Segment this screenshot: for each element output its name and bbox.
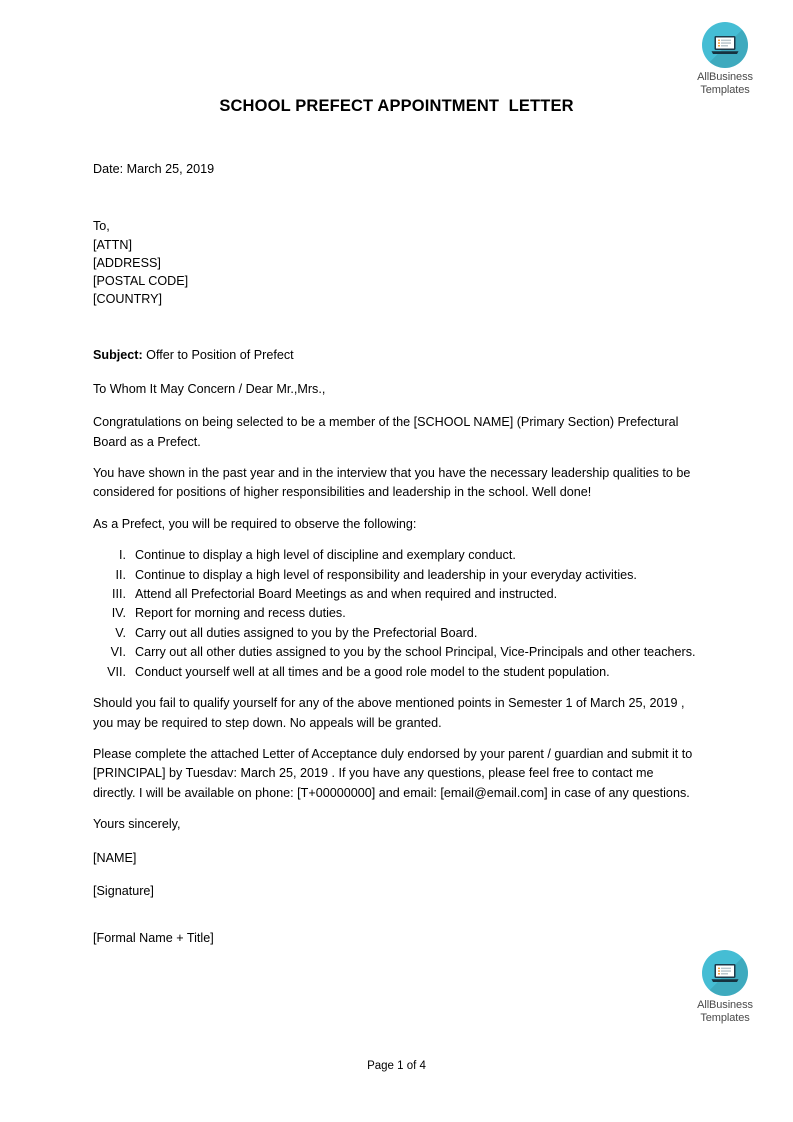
paragraph-congratulations: Congratulations on being selected to be a member of the [SCHOOL NAME] (Primary Section) Prefectural Board as a Prefect. xyxy=(93,415,679,449)
subject-line xyxy=(93,346,699,365)
duty-item xyxy=(93,624,699,643)
spacer xyxy=(93,835,699,849)
duty-marker: V. xyxy=(115,625,126,640)
duty-item xyxy=(93,604,699,623)
spacer xyxy=(93,308,699,346)
brand-logo-header xyxy=(679,22,771,96)
duty-marker: II. xyxy=(115,567,126,582)
closing-formal-name-title: [Formal Name + Title] xyxy=(93,931,214,946)
spacer xyxy=(93,803,699,815)
closing-sign-off: Yours sincerely, xyxy=(93,817,181,832)
duty-text: Conduct yourself well at all times and be a good role model to the student population. xyxy=(135,664,610,679)
duty-text: Report for morning and recess duties. xyxy=(135,606,346,621)
duty-text: Carry out all other duties assigned to you by the school Principal, Vice-Principals and other teachers. xyxy=(135,645,696,660)
duties-list xyxy=(93,546,699,682)
subject-text: Offer to Position of Prefect xyxy=(142,348,294,363)
brand-line-2: Templates xyxy=(700,1011,750,1024)
recipient-country: [COUNTRY] xyxy=(93,292,163,307)
closing-signature: [Signature] xyxy=(93,883,154,898)
recipient-postal-code: [POSTAL CODE] xyxy=(93,274,189,289)
spacer xyxy=(93,503,699,515)
recipient-block xyxy=(93,217,699,308)
paragraph-acceptance: Please complete the attached Letter of Acceptance duly endorsed by your parent / guardian and submit it to [PRINCIPAL] by Tuesdav: March 25, 2019 . If you have any questions, please feel free to contact me directly. I will be available on phone: [T+00000000] and email: [email@email.com] in case of any questions. xyxy=(93,746,693,800)
page-title: SCHOOL PREFECT APPOINTMENT LETTER xyxy=(219,97,574,115)
duty-item xyxy=(93,566,699,585)
recipient-to: To, xyxy=(93,219,110,234)
duty-item xyxy=(93,643,699,662)
brand-line-1: AllBusiness xyxy=(697,71,753,83)
brand-logo-text xyxy=(679,999,771,1024)
spacer xyxy=(93,179,699,217)
duty-text: Continue to display a high level of responsibility and leadership in your everyday activities. xyxy=(135,567,637,582)
brand-line-2: Templates xyxy=(700,83,750,96)
letter-body xyxy=(93,160,699,949)
duty-text: Carry out all duties assigned to you by the Prefectorial Board. xyxy=(135,625,478,640)
duty-marker: VI. xyxy=(110,645,126,660)
paragraph-qualities: You have shown in the past year and in the interview that you have the necessary leadership qualities to be considered for positions of higher responsibilities and leadership in the school. Well done! xyxy=(93,466,691,500)
spacer xyxy=(93,366,699,380)
closing-name: [NAME] xyxy=(93,850,137,865)
duty-marker: VII. xyxy=(107,664,126,679)
spacer xyxy=(93,868,699,882)
duty-item xyxy=(93,585,699,604)
spacer xyxy=(93,534,699,546)
recipient-attn: [ATTN] xyxy=(93,237,132,252)
spacer xyxy=(93,682,699,694)
duty-item xyxy=(93,546,699,565)
spacer xyxy=(93,733,699,745)
spacer xyxy=(93,901,699,929)
spacer xyxy=(93,399,699,413)
duty-text: Continue to display a high level of discipline and exemplary conduct. xyxy=(135,548,516,563)
subject-label: Subject: xyxy=(93,348,143,363)
paragraph-observe-intro: As a Prefect, you will be required to observe the following: xyxy=(93,516,417,531)
brand-logo-text xyxy=(679,71,771,96)
duty-item xyxy=(93,663,699,682)
duty-marker: III. xyxy=(112,587,126,602)
brand-logo-footer xyxy=(679,950,771,1024)
laptop-icon xyxy=(702,22,748,68)
spacer xyxy=(93,452,699,464)
salutation: To Whom It May Concern / Dear Mr.,Mrs., xyxy=(93,381,326,396)
duty-text: Attend all Prefectorial Board Meetings as and when required and instructed. xyxy=(135,587,558,602)
recipient-address: [ADDRESS] xyxy=(93,255,161,270)
page-number: Page 1 of 4 xyxy=(367,1060,426,1072)
date-line: Date: March 25, 2019 xyxy=(93,162,215,176)
laptop-icon xyxy=(702,950,748,996)
duty-marker: I. xyxy=(119,548,126,563)
paragraph-fail-to-qualify: Should you fail to qualify yourself for any of the above mentioned points in Semester 1 of March 25, 2019 , you may be required to step down. No appeals will be granted. xyxy=(93,696,685,730)
brand-line-1: AllBusiness xyxy=(697,999,753,1011)
duty-marker: IV. xyxy=(111,606,126,621)
